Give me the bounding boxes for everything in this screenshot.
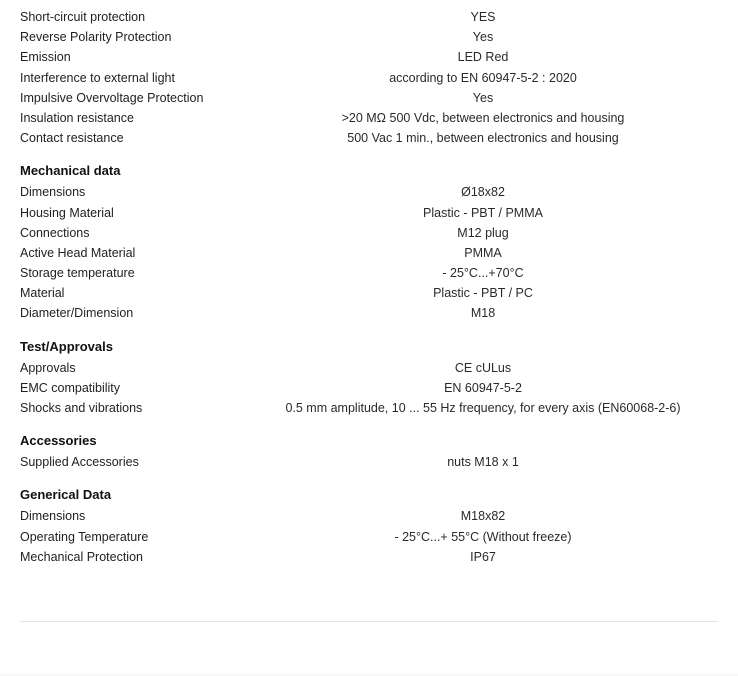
spec-label: Active Head Material [20,245,136,260]
spec-row [20,108,718,128]
spec-label: Connections [20,225,90,240]
bottom-edge [0,672,738,676]
spec-row [20,223,718,243]
spec-row [20,47,718,67]
spec-row [20,203,718,223]
spec-value: 0.5 mm amplitude, 10 ... 55 Hz frequency, for every axis (EN60068-2-6) [285,401,681,415]
spec-value: Plastic - PBT / PMMA [423,205,543,220]
spec-label: Reverse Polarity Protection [20,30,172,45]
section-heading: Generical Data [20,487,112,503]
spec-row [20,527,718,547]
spec-value: M18x82 [460,509,506,524]
spec-label: Mechanical Protection [20,549,143,564]
spec-row [20,182,718,202]
spec-label: Storage temperature [20,266,135,281]
spec-label: Diameter/Dimension [20,306,134,321]
divider [20,621,718,622]
spec-section [20,484,718,567]
section-heading: Test/Approvals [20,338,113,354]
spec-row [20,68,718,88]
spec-value: Plastic - PBT / PC [433,286,533,301]
spec-value: Yes [472,90,494,105]
spec-label: Dimensions [20,185,86,200]
section-heading: Accessories [20,433,97,449]
spec-row [20,88,718,108]
spec-row [20,506,718,526]
spec-value: M12 plug [457,225,509,240]
spec-label: Material [20,286,65,301]
spec-label: Insulation resistance [20,110,134,125]
spec-row [20,378,718,398]
spec-value: YES [470,10,496,24]
spec-label: Short-circuit protection [20,10,146,24]
spec-value: Yes [472,30,494,45]
spec-label: EMC compatibility [20,380,121,395]
spec-section [20,160,718,323]
spec-label: Shocks and vibrations [20,401,143,415]
spec-label: Contact resistance [20,131,124,146]
spec-value: CE cULus [454,360,512,375]
spec-value: PMMA [464,245,502,260]
section-heading: Mechanical data [20,163,121,179]
spec-row [20,243,718,263]
spec-value: - 25°C...+ 55°C (Without freeze) [394,529,572,544]
spec-row [20,128,718,148]
spec-row [20,547,718,567]
spec-row [20,303,718,323]
spec-row [20,7,718,27]
spec-section [20,430,718,472]
spec-row [20,398,718,418]
spec-label: Emission [20,50,71,65]
spec-label: Impulsive Overvoltage Protection [20,90,204,105]
spec-value: >20 MΩ 500 Vdc, between electronics and housing [341,110,625,125]
spec-value: Ø18x82 [461,185,505,200]
spec-value: IP67 [470,549,496,564]
spec-label: Dimensions [20,509,86,524]
spec-row [20,283,718,303]
spec-value: M18 [470,306,496,321]
spec-row [20,27,718,47]
spec-section [20,7,718,148]
spec-row [20,358,718,378]
spec-table [20,7,718,567]
spec-value: 500 Vac 1 min., between electronics and housing [347,131,619,146]
spec-label: Interference to external light [20,70,175,85]
spec-row [20,263,718,283]
spec-value: LED Red [457,50,509,65]
spec-row [20,452,718,472]
spec-value: according to EN 60947-5-2 : 2020 [389,70,577,85]
spec-label: Supplied Accessories [20,455,139,470]
spec-label: Housing Material [20,205,114,220]
spec-value: EN 60947-5-2 [444,380,522,395]
spec-value: - 25°C...+70°C [442,266,524,281]
spec-label: Operating Temperature [20,529,149,544]
spec-label: Approvals [20,360,76,375]
spec-value: nuts M18 x 1 [447,455,519,470]
spec-section [20,336,718,419]
